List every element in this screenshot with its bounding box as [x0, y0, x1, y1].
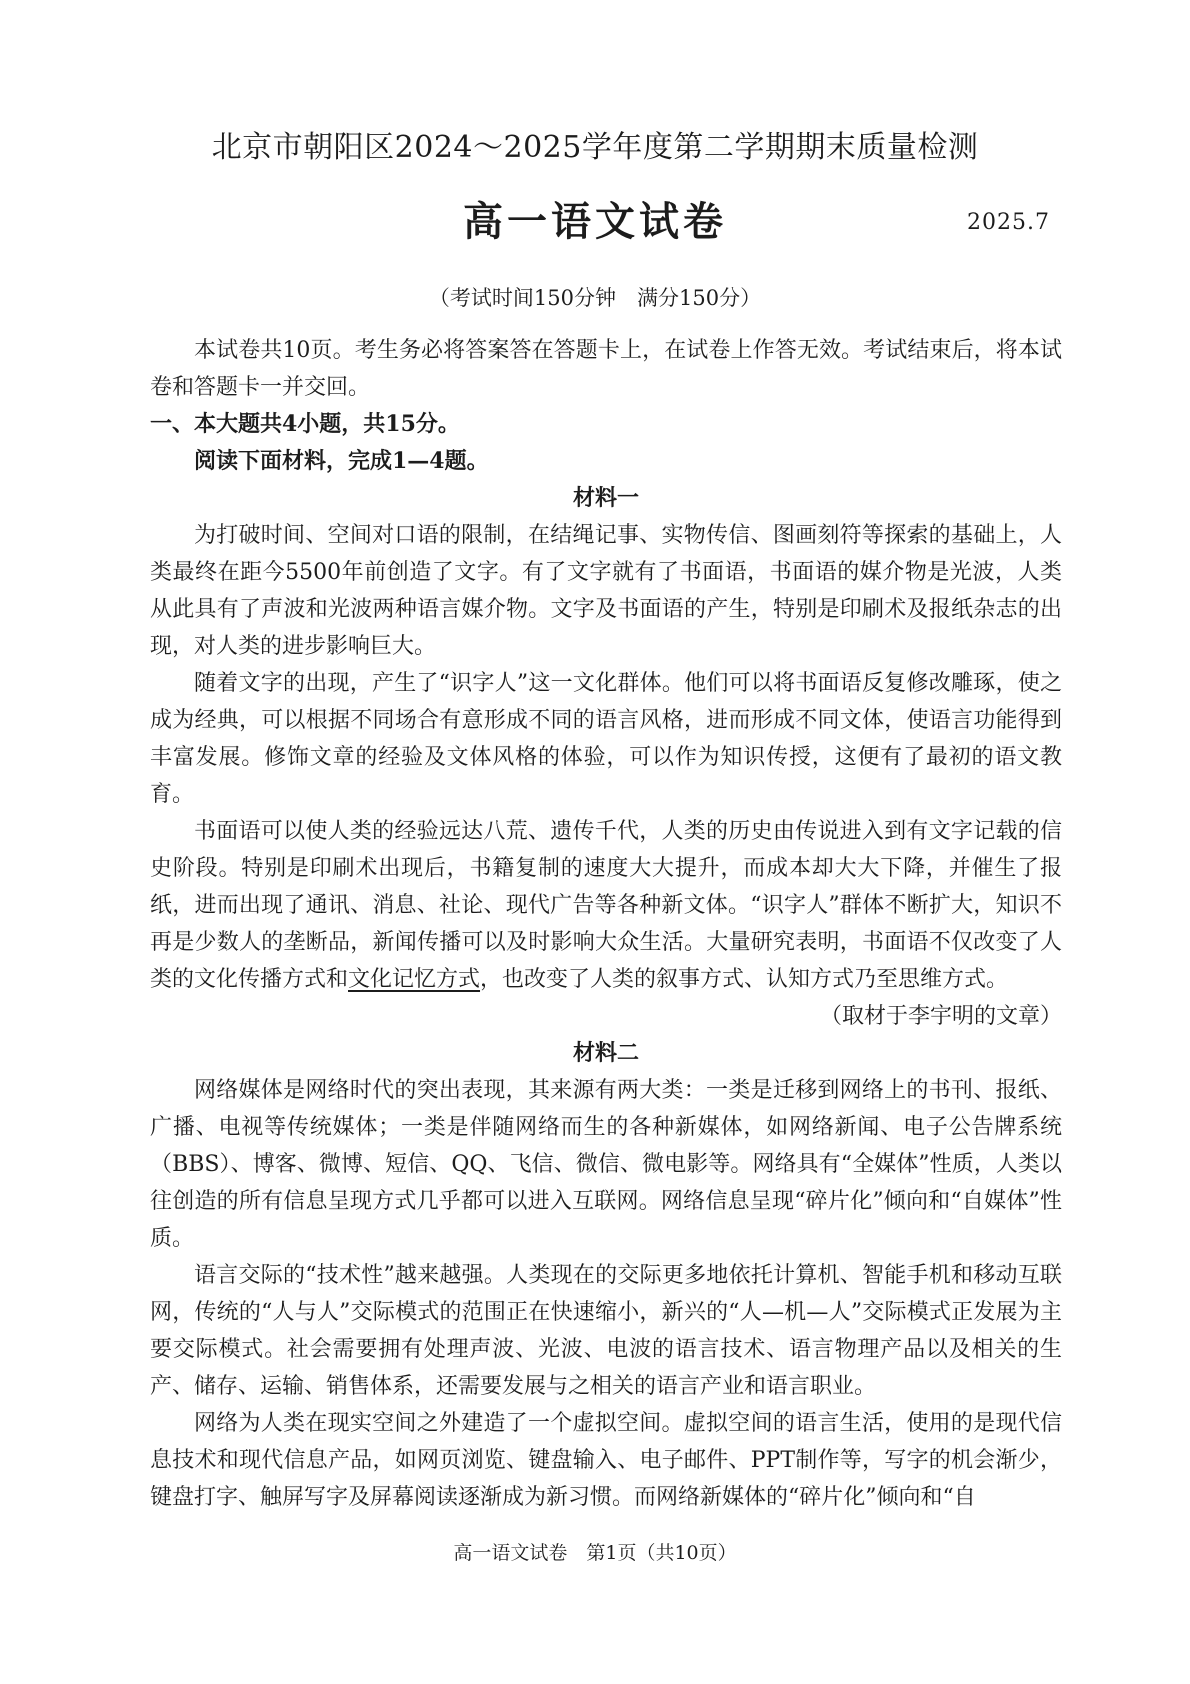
exam-date: 2025.7 [967, 210, 1050, 235]
material-two-title: 材料二 [572, 1040, 639, 1066]
exam-body [150, 332, 1062, 1516]
exam-header-title: 北京市朝阳区2024～2025学年度第二学期期末质量检测 [211, 130, 979, 165]
page-footer: 高一语文试卷 第1页（共10页） [453, 1542, 737, 1564]
material-one-paragraph-1: 为打破时间、空间对口语的限制，在结绳记事、实物传信、图画刻符等探索的基础上，人类最终在距今5500年前创造了文字。有了文字就有了书面语，书面语的媒介物是光波，人类从此具有了声波和光波两种语言媒介物。文字及书面语的产生，特别是印刷术及报纸杂志的出现，对人类的进步影响巨大。 [150, 523, 1062, 659]
section-instruction: 阅读下面材料，完成1—4题。 [194, 448, 489, 474]
paragraph-text-tail: ，也改变了人类的叙事方式、认知方式乃至思维方式。 [480, 967, 1009, 992]
material-one-paragraph-2: 随着文字的出现，产生了“识字人”这一文化群体。他们可以将书面语反复修改雕琢，使之成为经典，可以根据不同场合有意形成不同的语言风格，进而形成不同文体，使语言功能得到丰富发展。修饰文章的经验及文体风格的体验，可以作为知识传授，这便有了最初的语文教育。 [150, 671, 1062, 807]
exam-notice: 本试卷共10页。考生务必将答案答在答题卡上，在试卷上作答无效。考试结束后，将本试卷和答题卡一并交回。 [150, 338, 1062, 400]
material-two-paragraph-3: 网络为人类在现实空间之外建造了一个虚拟空间。虚拟空间的语言生活，使用的是现代信息技术和现代信息产品，如网页浏览、键盘输入、电子邮件、PPT制作等，写字的机会渐少，键盘打字、触屏写字及屏幕阅读逐渐成为新习惯。而网络新媒体的“碎片化”倾向和“自 [150, 1411, 1062, 1510]
section-title: 一、本大题共4小题，共15分。 [150, 411, 460, 437]
material-one-paragraph-3 [150, 813, 1062, 998]
page-title: 高一语文试卷 [463, 198, 727, 245]
material-one-source: （取材于李宇明的文章） [819, 1004, 1062, 1029]
material-two-paragraph-2: 语言交际的“技术性”越来越强。人类现在的交际更多地依托计算机、智能手机和移动互联网，传统的“人与人”交际模式的范围正在快速缩小，新兴的“人—机—人”交际模式正发展为主要交际模式。社会需要拥有处理声波、光波、电波的语言技术、语言物理产品以及相关的生产、储存、运输、销售体系，还需要发展与之相关的语言产业和语言职业。 [150, 1263, 1062, 1399]
exam-info: （考试时间150分钟 满分150分） [428, 286, 762, 310]
underlined-phrase: 文化记忆方式 [348, 967, 481, 992]
paragraph-text: 书面语可以使人类的经验远达八荒、遗传千代，人类的历史由传说进入到有文字记载的信史阶段。特别是印刷术出现后，书籍复制的速度大大提升，而成本却大大下降，并催生了报纸，进而出现了通讯、消息、社论、现代广告等各种新文体。“识字人”群体不断扩大，知识不再是少数人的垄断品，新闻传播可以及时影响大众生活。大量研究表明，书面语不仅改变了人类的文化传播方式和 [150, 819, 1062, 992]
material-two-paragraph-1: 网络媒体是网络时代的突出表现，其来源有两大类：一类是迁移到网络上的书刊、报纸、广播、电视等传统媒体；一类是伴随网络而生的各种新媒体，如网络新闻、电子公告牌系统（BBS）、博客、微博、短信、QQ、飞信、微信、微电影等。网络具有“全媒体”性质，人类以往创造的所有信息呈现方式几乎都可以进入互联网。网络信息呈现“碎片化”倾向和“自媒体”性质。 [150, 1078, 1062, 1251]
material-one-title: 材料一 [572, 485, 639, 511]
